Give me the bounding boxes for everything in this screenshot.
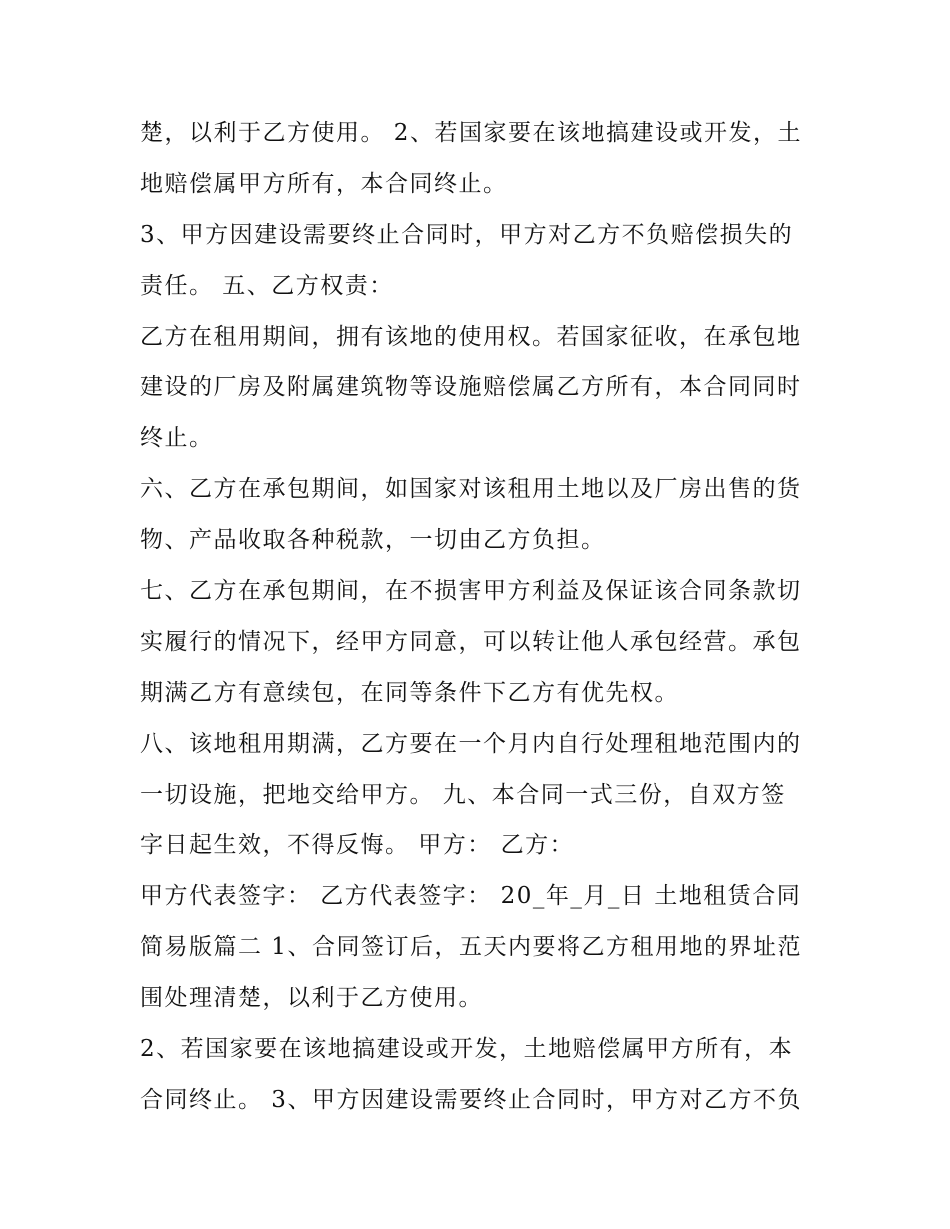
text-line: 地赔偿属甲方所有，本合同终止。 <box>140 170 508 197</box>
text-line: 建设的厂房及附属建筑物等设施赔偿属乙方所有，本合同同时 <box>140 374 802 401</box>
text-line: 责任。 五、乙方权责： <box>140 272 394 299</box>
text-line: 字日起生效，不得反悔。 甲方： 乙方： <box>140 832 575 859</box>
text-line: 六、乙方在承包期间，如国家对该租用土地以及厂房出售的货 <box>140 476 802 503</box>
contract-text <box>140 108 830 1126</box>
text-line: 甲方代表签字： 乙方代表签字： 20_年_月_日 土地租赁合同 <box>140 883 802 910</box>
text-line: 乙方在租用期间，拥有该地的使用权。若国家征收，在承包地 <box>140 323 802 350</box>
text-line: 终止。 <box>140 425 214 452</box>
text-line: 七、乙方在承包期间，在不损害甲方利益及保证该合同条款切 <box>140 578 802 605</box>
text-line: 2、若国家要在该地搞建设或开发，土地赔偿属甲方所有，本 <box>140 1036 794 1063</box>
text-line: 3、甲方因建设需要终止合同时，甲方对乙方不负赔偿损失的 <box>140 221 794 248</box>
text-line: 八、该地租用期满，乙方要在一个月内自行处理租地范围内的 <box>140 730 802 757</box>
text-line: 一切设施，把地交给甲方。 九、本合同一式三份，自双方签 <box>140 781 786 808</box>
text-line: 期满乙方有意续包，在同等条件下乙方有优先权。 <box>140 679 679 706</box>
text-line: 合同终止。 3、甲方因建设需要终止合同时，甲方对乙方不负 <box>140 1086 802 1113</box>
text-line: 围处理清楚，以利于乙方使用。 <box>140 985 483 1012</box>
text-line: 物、产品收取各种税款，一切由乙方负担。 <box>140 527 606 554</box>
text-line: 简易版篇二 1、合同签订后，五天内要将乙方租用地的界址范 <box>140 934 802 961</box>
text-line: 楚，以利于乙方使用。 2、若国家要在该地搞建设或开发，土 <box>140 120 802 146</box>
text-line: 实履行的情况下，经甲方同意，可以转让他人承包经营。承包 <box>140 628 802 655</box>
